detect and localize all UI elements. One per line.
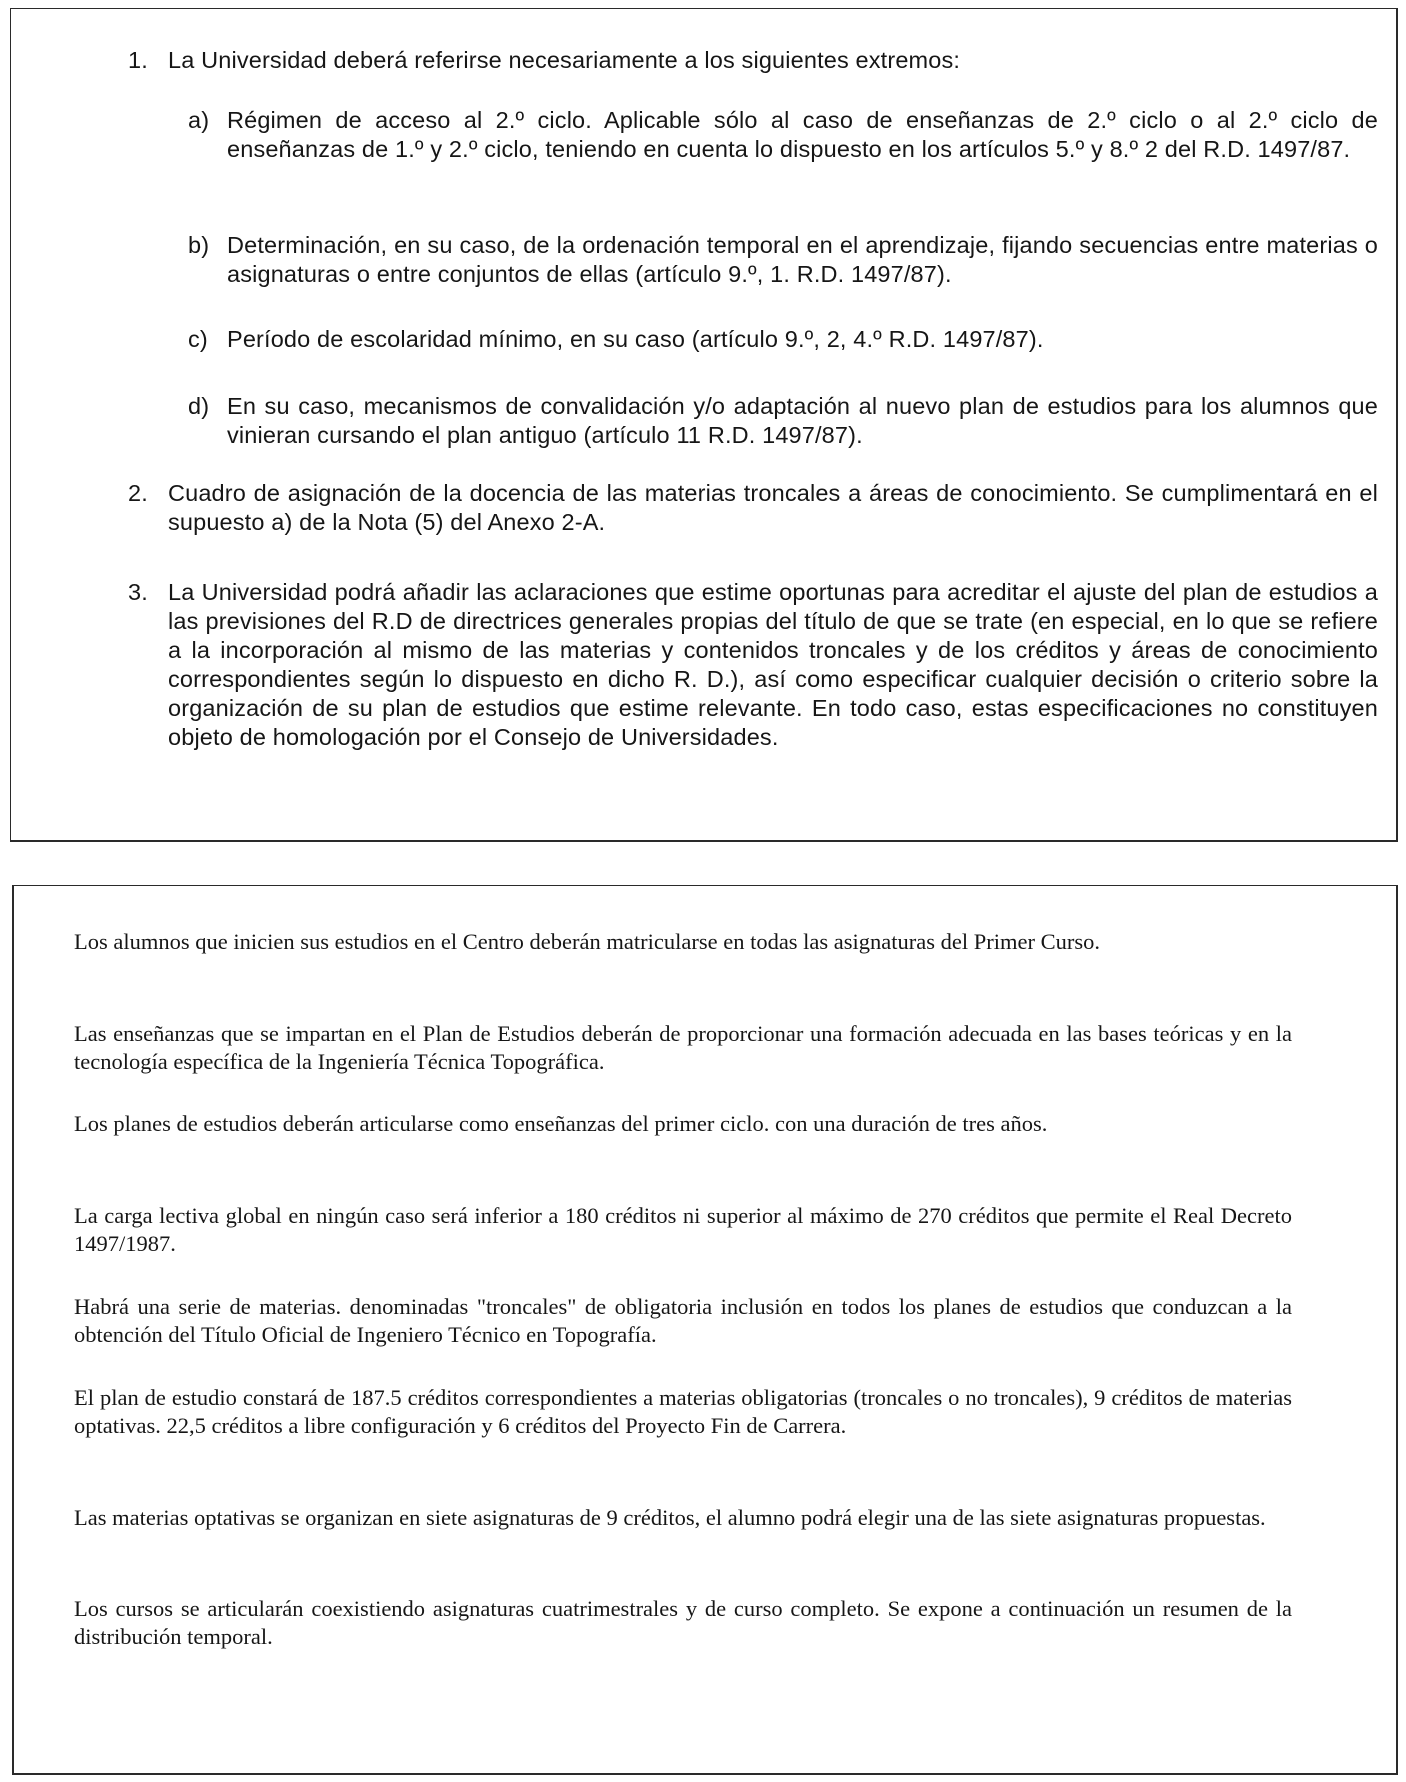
item-number: 1. (128, 47, 148, 73)
item-number: 3. (128, 579, 148, 605)
instruction-item-1 (128, 46, 1378, 75)
sub-item-text: Período de escolaridad mínimo, en su caso (artículo 9.º, 2, 4.º R.D. 1497/87). (227, 326, 1044, 352)
plan-paragraph-7: Las materias optativas se organizan en siete asignaturas de 9 créditos, el alumno podrá elegir una de las siete asignaturas propuestas. (74, 1505, 1266, 1530)
sub-item-letter: a) (188, 107, 210, 133)
sub-item-b (188, 231, 1378, 289)
instruction-item-3 (128, 578, 1378, 752)
plan-paragraph-6: El plan de estudio constará de 187.5 créditos correspondientes a materias obligatorias (troncales o no troncales), 9 créditos de materias optativas. 22,5 créditos a libre configuración y 6 créditos del Proyecto Fin de Carrera. (74, 1385, 1292, 1438)
instruction-item-2 (128, 479, 1378, 537)
sub-item-letter: b) (188, 232, 210, 258)
plan-paragraph-1: Los alumnos que inicien sus estudios en el Centro deberán matricularse en todas las asignaturas del Primer Curso. (74, 929, 1101, 954)
plan-paragraph-4: La carga lectiva global en ningún caso será inferior a 180 créditos ni superior al máximo de 270 créditos que permite el Real Decreto 1497/1987. (74, 1203, 1292, 1256)
plan-paragraph-5: Habrá una serie de materias. denominadas "troncales" de obligatoria inclusión en todos los planes de estudios que conduzcan a la obtención del Título Oficial de Ingeniero Técnico en Topografía. (74, 1294, 1292, 1347)
sub-item-letter: d) (188, 393, 210, 419)
sub-item-c (188, 325, 1378, 354)
plan-paragraph-3: Los planes de estudios deberán articularse como enseñanzas del primer ciclo. con una duración de tres años. (74, 1111, 1048, 1136)
sub-item-text: Determinación, en su caso, de la ordenación temporal en el aprendizaje, fijando secuencias entre materias o asignaturas o entre conjuntos de ellas (artículo 9.º, 1. R.D. 1497/87). (227, 232, 1378, 287)
sub-item-text: En su caso, mecanismos de convalidación y/o adaptación al nuevo plan de estudios para los alumnos que vinieran cursando el plan antiguo (artículo 11 R.D. 1497/87). (227, 393, 1378, 448)
sub-item-text: Régimen de acceso al 2.º ciclo. Aplicable sólo al caso de enseñanzas de 2.º ciclo o al 2.º ciclo de enseñanzas de 1.º y 2.º ciclo, teniendo en cuenta lo dispuesto en los artículos 5.º y 8.º 2 del R.D. 1497/87. (227, 107, 1378, 162)
item-text: La Universidad deberá referirse necesariamente a los siguientes extremos: (168, 47, 961, 73)
item-number: 2. (128, 480, 148, 506)
sub-item-a (188, 106, 1378, 164)
plan-paragraph-8: Los cursos se articularán coexistiendo asignaturas cuatrimestrales y de curso completo. Se expone a continuación un resumen de la distribución temporal. (74, 1596, 1292, 1649)
item-text: La Universidad podrá añadir las aclaraciones que estime oportunas para acreditar el ajuste del plan de estudios a las previsiones del R.D de directrices generales propias del título de que se trate (en especial, en lo que se refiere a la incorporación al mismo de las materias y contenidos troncales y de los créditos y áreas de conocimiento correspondientes según lo dispuesto en dicho R. D.), así como especificar cualquier decisión o criterio sobre la organización de su plan de estudios que estime relevante. En todo caso, estas especificaciones no constituyen objeto de homologación por el Consejo de Universidades. (168, 579, 1378, 750)
sub-item-letter: c) (188, 326, 208, 352)
item-text: Cuadro de asignación de la docencia de las materias troncales a áreas de conocimiento. Se cumplimentará en el supuesto a) de la Nota (5) del Anexo 2-A. (168, 480, 1378, 535)
sub-item-d (188, 392, 1378, 450)
plan-paragraph-2: Las enseñanzas que se impartan en el Plan de Estudios deberán de proporcionar una formación adecuada en las bases teóricas y en la tecnología específica de la Ingeniería Técnica Topográfica. (74, 1021, 1292, 1074)
